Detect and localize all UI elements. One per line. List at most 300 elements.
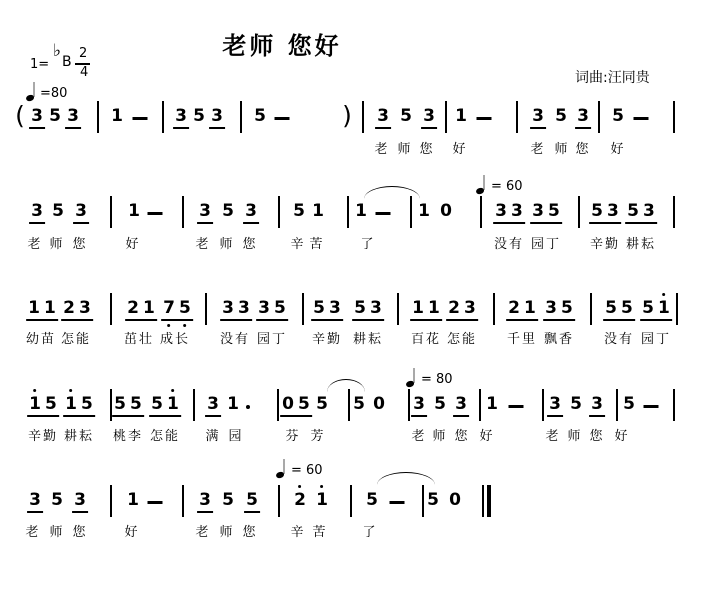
duration-dash bbox=[644, 405, 659, 408]
note bbox=[65, 106, 81, 129]
barline bbox=[162, 101, 164, 133]
tempo-marking bbox=[26, 82, 67, 101]
duration-dash bbox=[509, 405, 524, 408]
lyric-syllable: 您 bbox=[419, 142, 435, 157]
lyric-syllable: 师 bbox=[219, 237, 235, 252]
open-parenthesis: ( bbox=[15, 101, 25, 130]
note-digit: 5 bbox=[354, 298, 366, 318]
note-digit: 0 bbox=[373, 394, 385, 414]
lyric-syllable: 老 bbox=[374, 142, 390, 157]
lyric-syllable: 师 bbox=[397, 142, 413, 157]
duration-dash bbox=[148, 501, 163, 504]
note-digit: 1 bbox=[314, 490, 330, 510]
note-digit: 3 bbox=[207, 394, 219, 414]
lyric-syllable: 茁壮 bbox=[123, 332, 155, 347]
note-digit: 3 bbox=[370, 298, 382, 318]
lyric-syllable: 老 bbox=[25, 525, 41, 540]
tempo-value: = 60 bbox=[291, 463, 323, 478]
note bbox=[252, 106, 268, 126]
note-digit: 5 bbox=[313, 298, 325, 318]
note-digit: 1 bbox=[128, 201, 140, 221]
lyric-syllable: 老 bbox=[411, 429, 427, 444]
note bbox=[375, 106, 391, 129]
note-digit: 1 bbox=[27, 394, 43, 414]
barline bbox=[616, 389, 618, 421]
note-digit: 7 bbox=[161, 298, 177, 318]
note bbox=[640, 298, 672, 321]
note-digit: 3 bbox=[79, 298, 91, 318]
note-digit: 5 bbox=[400, 106, 412, 126]
note bbox=[506, 298, 538, 321]
song-title: 老师 您好 bbox=[222, 31, 342, 60]
note-digit: 1 bbox=[412, 298, 424, 318]
note-digit: 1 bbox=[418, 201, 430, 221]
note bbox=[530, 106, 546, 129]
lyric-syllable: 师 bbox=[554, 142, 570, 157]
barline bbox=[182, 485, 184, 517]
lyric-syllable: 老 bbox=[530, 142, 546, 157]
barline bbox=[422, 485, 424, 517]
note-digit: 5 bbox=[555, 106, 567, 126]
lyric-syllable: 芳 bbox=[310, 429, 326, 444]
credit-text: 词曲:汪同贵 bbox=[575, 70, 650, 86]
note-digit: 3 bbox=[591, 394, 603, 414]
lyric-syllable: 园丁 bbox=[256, 332, 288, 347]
note-digit: 5 bbox=[605, 298, 617, 318]
octave-dot-below bbox=[183, 324, 186, 327]
note-digit: 3 bbox=[577, 106, 589, 126]
note-digit: 5 bbox=[621, 298, 633, 318]
note-digit: 2 bbox=[508, 298, 520, 318]
slur-arc bbox=[364, 186, 420, 199]
note-digit: 5 bbox=[298, 394, 310, 414]
note-digit: 5 bbox=[81, 394, 93, 414]
slur-arc bbox=[377, 472, 435, 485]
note bbox=[453, 106, 469, 126]
lyric-syllable: 师 bbox=[567, 429, 583, 444]
note bbox=[351, 394, 367, 414]
flat-icon: ♭ bbox=[53, 41, 62, 61]
note-digit: 3 bbox=[549, 394, 561, 414]
lyric-syllable: 好 bbox=[124, 525, 140, 540]
note-digit: 5 bbox=[49, 106, 61, 126]
note-digit: 5 bbox=[353, 394, 365, 414]
note-digit: 5 bbox=[222, 201, 234, 221]
note-digit: 3 bbox=[238, 298, 250, 318]
barline bbox=[278, 485, 280, 517]
note bbox=[27, 394, 59, 417]
note-digit: 1 bbox=[428, 298, 440, 318]
note-digit: 5 bbox=[427, 490, 439, 510]
barline bbox=[578, 196, 580, 228]
lyric-syllable: 没有 bbox=[219, 332, 251, 347]
note-digit: 3 bbox=[211, 106, 223, 126]
note-digit: 0 bbox=[449, 490, 461, 510]
lyric-syllable: 辛勤 bbox=[27, 429, 59, 444]
barline bbox=[193, 389, 195, 421]
barline bbox=[590, 293, 592, 325]
note-digit: 1 bbox=[127, 490, 139, 510]
tempo-value: = 60 bbox=[491, 179, 523, 194]
note-digit: 1 bbox=[28, 298, 40, 318]
note-digit: 3 bbox=[495, 201, 507, 221]
lyric-syllable: 老 bbox=[27, 237, 43, 252]
barline bbox=[673, 101, 675, 133]
lyric-syllable: 芬 bbox=[285, 429, 301, 444]
note bbox=[256, 298, 288, 321]
lyric-syllable: 没有 bbox=[493, 237, 525, 252]
note bbox=[353, 201, 369, 221]
note bbox=[589, 394, 605, 417]
note-digit: 3 bbox=[29, 490, 41, 510]
note-digit: 5 bbox=[254, 106, 266, 126]
note bbox=[310, 201, 326, 221]
note bbox=[197, 490, 213, 513]
note bbox=[112, 394, 144, 417]
duration-dash bbox=[376, 212, 391, 215]
lyric-syllable: 好 bbox=[452, 142, 468, 157]
key-signature bbox=[30, 41, 120, 86]
note-digit: 5 bbox=[561, 298, 573, 318]
note-digit: 1 bbox=[143, 298, 155, 318]
note bbox=[411, 394, 427, 417]
note-digit: 5 bbox=[570, 394, 582, 414]
note bbox=[125, 490, 141, 510]
note bbox=[553, 106, 569, 126]
lyric-syllable: 园丁 bbox=[530, 237, 562, 252]
lyric-syllable: 了 bbox=[360, 237, 376, 252]
quarter-note-icon bbox=[26, 82, 37, 101]
lyric-syllable: 您 bbox=[72, 525, 88, 540]
lyric-syllable: 苦 bbox=[312, 525, 328, 540]
note-digit: 3 bbox=[258, 298, 270, 318]
tempo-marking bbox=[476, 175, 523, 194]
lyric-syllable: 师 bbox=[432, 429, 448, 444]
lyric-syllable: 桃李 bbox=[112, 429, 144, 444]
note bbox=[603, 298, 635, 321]
note-digit: 5 bbox=[246, 490, 258, 510]
barline bbox=[516, 101, 518, 133]
quarter-note-icon bbox=[476, 175, 487, 194]
note bbox=[27, 490, 43, 513]
final-bar-thin bbox=[482, 485, 484, 517]
note bbox=[314, 394, 330, 414]
lyric-syllable: 好 bbox=[479, 429, 495, 444]
lyric-syllable: 您 bbox=[575, 142, 591, 157]
tempo-value: = 80 bbox=[421, 372, 453, 387]
lyric-syllable: 了 bbox=[362, 525, 378, 540]
note-digit: 2 bbox=[448, 298, 460, 318]
note-digit: 3 bbox=[67, 106, 79, 126]
note-digit: 5 bbox=[193, 106, 205, 126]
note-digit: 3 bbox=[511, 201, 523, 221]
note-digit: 5 bbox=[548, 201, 560, 221]
note bbox=[410, 298, 442, 321]
note-digit: 1 bbox=[227, 394, 239, 414]
lyric-syllable: 您 bbox=[454, 429, 470, 444]
note-digit: 1 bbox=[312, 201, 324, 221]
note-digit: 3 bbox=[199, 490, 211, 510]
note-digit: 5 bbox=[177, 298, 193, 318]
note bbox=[225, 394, 241, 414]
barline bbox=[240, 101, 242, 133]
barline bbox=[205, 293, 207, 325]
augmentation-dot bbox=[246, 405, 250, 409]
note bbox=[484, 394, 500, 414]
barline bbox=[278, 196, 280, 228]
note bbox=[432, 394, 448, 414]
key-letter: B bbox=[62, 54, 72, 70]
final-barline bbox=[482, 485, 491, 517]
note bbox=[421, 106, 437, 129]
lyric-syllable: 您 bbox=[242, 525, 258, 540]
note bbox=[49, 490, 65, 510]
note bbox=[149, 394, 181, 417]
note-digit: 3 bbox=[31, 201, 43, 221]
lyric-syllable: 辛 bbox=[290, 525, 306, 540]
note bbox=[543, 298, 575, 321]
duration-dash bbox=[390, 501, 405, 504]
barline bbox=[347, 196, 349, 228]
barline bbox=[277, 389, 279, 421]
note bbox=[50, 201, 66, 221]
lyric-syllable: 好 bbox=[125, 237, 141, 252]
final-bar-thick bbox=[487, 485, 491, 517]
note-digit: 5 bbox=[114, 394, 126, 414]
lyric-syllable: 辛 bbox=[290, 237, 306, 252]
octave-dot-above bbox=[171, 389, 174, 392]
note bbox=[493, 201, 525, 224]
lyric-syllable: 好 bbox=[614, 429, 630, 444]
meter-denominator: 4 bbox=[80, 65, 89, 80]
lyric-syllable: 老 bbox=[545, 429, 561, 444]
note-digit: 5 bbox=[366, 490, 378, 510]
note-digit: 3 bbox=[607, 201, 619, 221]
lyric-syllable: 师 bbox=[49, 237, 65, 252]
barline bbox=[480, 196, 482, 228]
note bbox=[292, 490, 308, 510]
note bbox=[291, 201, 307, 221]
lyric-syllable: 没有 bbox=[603, 332, 635, 347]
note bbox=[72, 490, 88, 513]
note-digit: 3 bbox=[245, 201, 257, 221]
lyric-syllable: 满 bbox=[205, 429, 221, 444]
lyric-syllable: 千里 bbox=[506, 332, 538, 347]
note-digit: 1 bbox=[455, 106, 467, 126]
barline bbox=[408, 389, 410, 421]
note-digit: 1 bbox=[111, 106, 123, 126]
note bbox=[191, 106, 207, 126]
lyric-syllable: 怎能 bbox=[446, 332, 478, 347]
note-digit: 1 bbox=[63, 394, 79, 414]
duration-dash bbox=[477, 117, 492, 120]
barline bbox=[302, 293, 304, 325]
note-digit: 0 bbox=[440, 201, 452, 221]
note-digit: 2 bbox=[127, 298, 139, 318]
lyric-syllable: 园 bbox=[228, 429, 244, 444]
note bbox=[530, 201, 562, 224]
barline bbox=[673, 389, 675, 421]
note-digit: 0 bbox=[282, 394, 294, 414]
lyric-syllable: 耕耘 bbox=[625, 237, 657, 252]
barline bbox=[493, 293, 495, 325]
octave-dot-above bbox=[299, 485, 302, 488]
lyric-syllable: 师 bbox=[219, 525, 235, 540]
note-digit: 2 bbox=[63, 298, 75, 318]
note bbox=[314, 490, 330, 510]
barline bbox=[542, 389, 544, 421]
note bbox=[125, 298, 157, 321]
octave-dot-above bbox=[321, 485, 324, 488]
note-digit: 5 bbox=[130, 394, 142, 414]
note bbox=[26, 298, 58, 321]
lyric-syllable: 您 bbox=[589, 429, 605, 444]
note-digit: 1 bbox=[524, 298, 536, 318]
note bbox=[63, 394, 95, 417]
note-digit: 5 bbox=[151, 394, 163, 414]
note bbox=[416, 201, 432, 221]
barline bbox=[397, 293, 399, 325]
note-digit: 3 bbox=[199, 201, 211, 221]
note bbox=[126, 201, 142, 221]
meter-numerator: 2 bbox=[79, 46, 88, 61]
barline bbox=[110, 196, 112, 228]
duration-dash bbox=[133, 117, 148, 120]
note-digit: 3 bbox=[532, 106, 544, 126]
tempo-marking bbox=[276, 459, 323, 478]
note-digit: 3 bbox=[532, 201, 544, 221]
note bbox=[610, 106, 626, 126]
note bbox=[73, 201, 89, 224]
note bbox=[625, 201, 657, 224]
barline bbox=[110, 485, 112, 517]
lyric-syllable: 成长 bbox=[159, 332, 191, 347]
note-digit: 5 bbox=[591, 201, 603, 221]
quarter-note-icon bbox=[276, 459, 287, 478]
barline bbox=[182, 196, 184, 228]
tempo-value: =80 bbox=[40, 86, 68, 101]
note-digit: 5 bbox=[51, 490, 63, 510]
note bbox=[352, 298, 384, 321]
note-digit: 1 bbox=[44, 298, 56, 318]
note bbox=[220, 298, 252, 321]
octave-dot-below bbox=[168, 324, 171, 327]
lyric-syllable: 飘香 bbox=[543, 332, 575, 347]
note bbox=[29, 106, 45, 129]
note-digit: 1 bbox=[486, 394, 498, 414]
note-digit: 3 bbox=[423, 106, 435, 126]
note-digit: 3 bbox=[75, 201, 87, 221]
barline bbox=[350, 485, 352, 517]
lyric-syllable: 老 bbox=[195, 525, 211, 540]
lyric-syllable: 耕耘 bbox=[63, 429, 95, 444]
note-digit: 3 bbox=[175, 106, 187, 126]
barline bbox=[479, 389, 481, 421]
note-digit: 5 bbox=[623, 394, 635, 414]
note bbox=[447, 490, 463, 510]
note bbox=[205, 394, 221, 417]
note-digit: 5 bbox=[627, 201, 639, 221]
note bbox=[244, 490, 260, 513]
lyric-syllable: 辛勤 bbox=[589, 237, 621, 252]
note bbox=[621, 394, 637, 414]
note bbox=[280, 394, 312, 417]
note bbox=[197, 201, 213, 224]
note-head bbox=[25, 93, 34, 101]
note bbox=[220, 490, 236, 510]
lyric-syllable: 师 bbox=[49, 525, 65, 540]
note bbox=[29, 201, 45, 224]
note bbox=[161, 298, 193, 321]
barline bbox=[97, 101, 99, 133]
note-digit: 5 bbox=[45, 394, 57, 414]
note-digit: 5 bbox=[642, 298, 654, 318]
note-digit: 5 bbox=[293, 201, 305, 221]
note-digit: 5 bbox=[434, 394, 446, 414]
note bbox=[453, 394, 469, 417]
barline bbox=[110, 293, 112, 325]
note bbox=[371, 394, 387, 414]
lyric-syllable: 辛勤 bbox=[311, 332, 343, 347]
note bbox=[438, 201, 454, 221]
note bbox=[61, 298, 93, 321]
note bbox=[364, 490, 380, 510]
barline bbox=[348, 389, 350, 421]
tempo-marking bbox=[406, 368, 453, 387]
note bbox=[209, 106, 225, 129]
lyric-syllable: 苦 bbox=[309, 237, 325, 252]
note-digit: 3 bbox=[643, 201, 655, 221]
barline bbox=[676, 293, 678, 325]
duration-dash bbox=[634, 117, 649, 120]
lyric-syllable: 老 bbox=[195, 237, 211, 252]
note-digit: 3 bbox=[31, 106, 43, 126]
note bbox=[47, 106, 63, 126]
note bbox=[398, 106, 414, 126]
octave-dot-above bbox=[662, 293, 665, 296]
barline bbox=[410, 196, 412, 228]
note bbox=[311, 298, 343, 321]
duration-dash bbox=[275, 117, 290, 120]
slur-arc bbox=[327, 379, 365, 392]
duration-dash bbox=[148, 212, 163, 215]
note bbox=[109, 106, 125, 126]
lyric-syllable: 怎能 bbox=[60, 332, 92, 347]
note-digit: 1 bbox=[656, 298, 672, 318]
note-digit: 1 bbox=[355, 201, 367, 221]
note-head bbox=[475, 186, 484, 194]
lyric-syllable: 您 bbox=[72, 237, 88, 252]
barline bbox=[673, 196, 675, 228]
key-prefix: 1= bbox=[30, 57, 50, 72]
octave-dot-above bbox=[34, 389, 37, 392]
note-digit: 5 bbox=[222, 490, 234, 510]
note bbox=[547, 394, 563, 417]
note-head bbox=[275, 470, 284, 478]
lyric-syllable: 好 bbox=[610, 142, 626, 157]
note-digit: 5 bbox=[316, 394, 328, 414]
note-digit: 3 bbox=[222, 298, 234, 318]
note-digit: 5 bbox=[52, 201, 64, 221]
note-digit: 5 bbox=[274, 298, 286, 318]
note-digit: 3 bbox=[74, 490, 86, 510]
note-head bbox=[405, 379, 414, 387]
lyric-syllable: 耕耘 bbox=[352, 332, 384, 347]
lyric-syllable: 您 bbox=[242, 237, 258, 252]
barline bbox=[362, 101, 364, 133]
close-parenthesis: ) bbox=[342, 101, 352, 130]
octave-dot-above bbox=[70, 389, 73, 392]
